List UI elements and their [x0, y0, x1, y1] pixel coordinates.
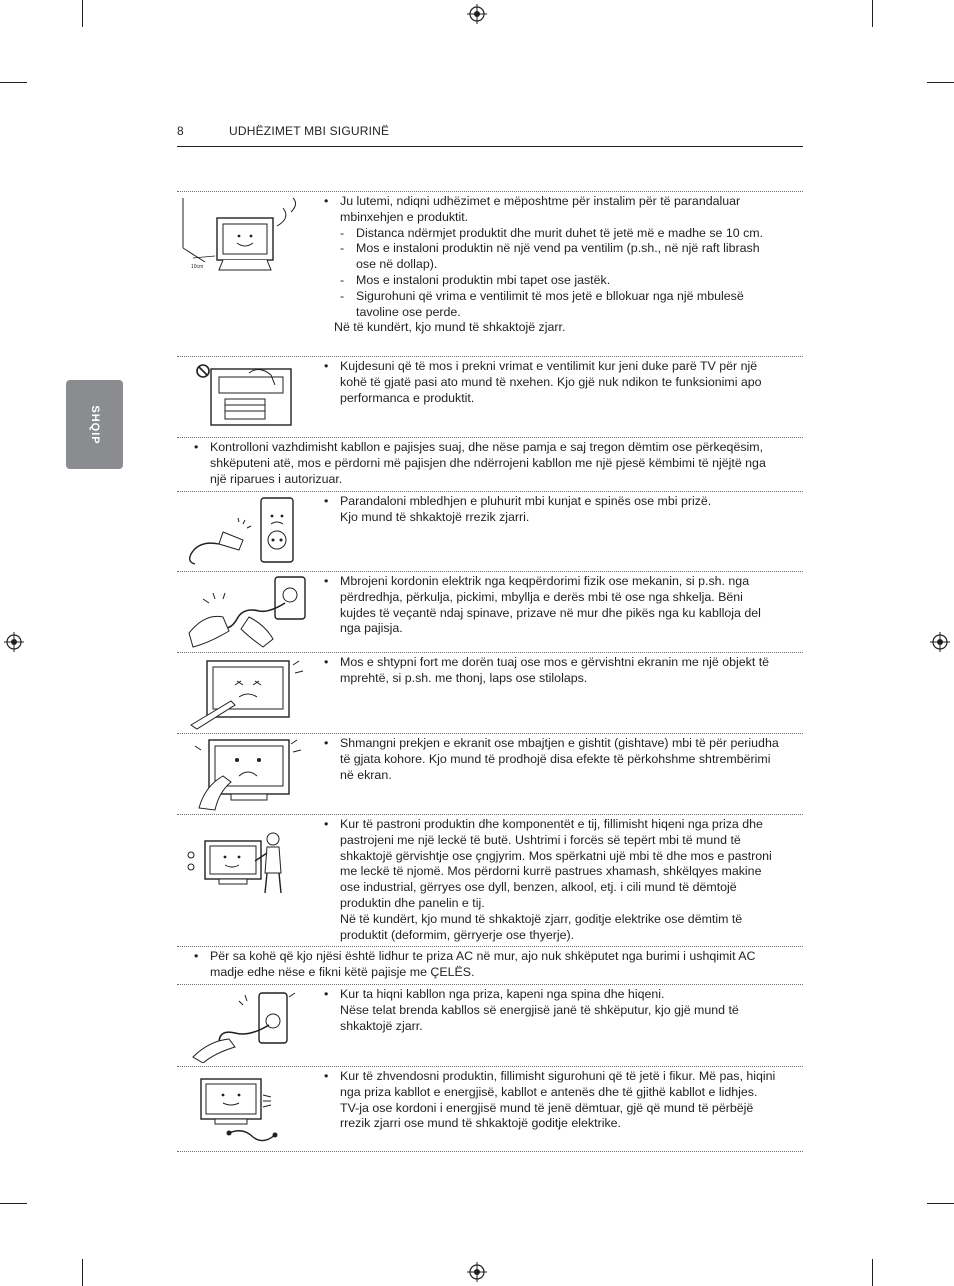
bullet-item: • Ju lutemi, ndiqni udhëzimet e mëposhtme për instalim për të parandaluar mbinxehjen e produktit. — [322, 194, 782, 226]
safety-section — [177, 1066, 803, 1152]
sub-item: - Sigurohuni që vrima e ventilimit të mos jetë e bllokuar nga një mbulesë tavoline ose perde. — [322, 289, 782, 321]
section-text — [322, 194, 782, 336]
unplug-cord-illustration — [179, 987, 317, 1063]
language-tab — [66, 380, 123, 469]
crop-mark — [82, 0, 83, 27]
section-text — [322, 817, 782, 943]
tv-back-vents-illustration — [179, 359, 317, 433]
crop-mark — [872, 0, 873, 27]
registration-mark-icon — [4, 632, 24, 652]
damaged-cord-illustration — [179, 573, 317, 651]
section-text — [322, 987, 782, 1034]
safety-section — [177, 191, 803, 354]
bullet-item: • Parandaloni mbledhjen e pluhurit mbi kunjat e spinës ose mbi prizë. — [322, 494, 782, 510]
bullet-item: • Shmangni prekjen e ekranit ose mbajtjen e gishtit (gishtave) mbi të për periudha të gjata kohore. Kjo mund të prodhojë disa efekte të përkohshme shtrembërimi në ekran. — [322, 736, 782, 783]
registration-mark-icon — [930, 632, 950, 652]
crop-mark — [872, 1259, 873, 1286]
crop-mark — [82, 1259, 83, 1286]
distance-label: 10cm — [191, 264, 204, 270]
safety-section — [177, 733, 803, 813]
bullet-item: • Kur të zhvendosni produktin, fillimisht sigurohuni që të jetë i fikur. Më pas, hiqini nga priza kabllot e energjisë, kabllot e antenës dhe të gjithë kabllot e lidhjes. — [322, 1069, 782, 1101]
page-header — [177, 124, 803, 147]
safety-section — [177, 437, 803, 490]
section-text — [322, 359, 782, 406]
scratch-screen-illustration — [179, 655, 317, 731]
tv-wall-distance-illustration — [179, 196, 317, 280]
page-number: 8 — [177, 124, 184, 138]
sub-item: - Mos e instaloni produktin në një vend pa ventilim (p.sh., në një raft librash ose në dollap). — [322, 241, 782, 273]
warning-note: TV-ja ose kordoni i energjisë mund të jenë dëmtuar, gjë që mund të përbëjë rrezik zjarri ose mund të shkaktojë goditje elektrike. — [340, 1100, 754, 1131]
safety-section — [177, 814, 803, 946]
crop-mark — [927, 1203, 954, 1204]
section-text — [322, 574, 782, 637]
sub-item: - Distanca ndërmjet produktit dhe murit duhet të jetë më e madhe se 10 cm. — [322, 226, 782, 242]
warning-note: Në të kundërt, kjo mund të shkaktojë zjarr, goditje elektrike ose dëmtim të produktit (deformim, gërryerje ose thyerje). — [340, 911, 743, 942]
bullet-item: • Mos e shtypni fort me dorën tuaj ose mos e gërvishtni ekranin me një objekt të mprehtë, si p.sh. me thonj, laps ose stilolaps. — [322, 655, 782, 687]
warning-note: Kjo mund të shkaktojë rrezik zjarri. — [340, 509, 530, 524]
crop-mark — [927, 82, 954, 83]
page-title: UDHËZIMET MBI SIGURINË — [229, 124, 390, 138]
bullet-item: • Mbrojeni kordonin elektrik nga keqpërdorimi fizik ose mekanin, si p.sh. nga përdredhja, përkulja, pickimi, mbyllja e derës mbi të ose nga shkelja. Bëni kujdes të veçantë ndaj spinave, prizave në mur dhe pikës nga ku kablloja del nga pajisja. — [322, 574, 782, 637]
warning-note: Nëse telat brenda kabllos së energjisë janë të shkëputur, kjo gjë mund të shkaktojë zjarr. — [340, 1002, 739, 1033]
touch-screen-illustration — [179, 736, 317, 812]
bullet-item: • Kujdesuni që të mos i prekni vrimat e ventilimit kur jeni duke parë TV për një kohë të gjatë pasi ato mund të nxehen. Kjo gjë nuk ndikon te funksionimi apo performanca e produktit. — [322, 359, 782, 406]
section-text — [192, 440, 782, 487]
language-tab-label: SHQIP — [88, 404, 101, 445]
crop-mark — [0, 1203, 27, 1204]
safety-section — [177, 652, 803, 732]
section-text — [322, 736, 782, 783]
warning-note: Në të kundërt, kjo mund të shkaktojë zjarr. — [334, 320, 566, 335]
section-text — [322, 1069, 782, 1132]
safety-section — [177, 571, 803, 651]
safety-section — [177, 491, 803, 571]
bullet-item: • Kur ta hiqni kabllon nga priza, kapeni nga spina dhe hiqeni. — [322, 987, 782, 1003]
safety-section — [177, 984, 803, 1065]
crop-mark — [0, 82, 27, 83]
section-text — [322, 655, 782, 687]
section-text — [192, 949, 782, 981]
registration-mark-icon — [467, 4, 487, 24]
safety-section — [177, 946, 803, 984]
section-text — [322, 494, 782, 526]
registration-mark-icon — [467, 1262, 487, 1282]
bullet-item: • Kur të pastroni produktin dhe komponentët e tij, fillimisht hiqeni nga priza dhe pastrojeni me një leckë të butë. Ushtrimi i forcës së tepërt mbi të mund të shkaktojë gërvishtje ose çngjyrim. Mos spërkatni ujë mbi të dhe mos e pastroni me leckë të njomë. Mos përdorni kurrë pastrues xhamash, shkëlqyes makine ose industrial, gërryes ose dyll, benzen, alkool, etj. i cili mund të dëmtojë produktin dhe panelin e tij. — [322, 817, 782, 912]
bullet-item: • Për sa kohë që kjo njësi është lidhur te priza AC në mur, ajo nuk shkëputet nga burimi i ushqimit AC madje edhe nëse e fikni këtë pajisje me ÇELËS. — [192, 949, 782, 981]
disconnect-cables-illustration — [179, 1071, 317, 1147]
safety-section — [177, 356, 803, 436]
bullet-item: • Kontrolloni vazhdimisht kabllon e pajisjes suaj, dhe nëse pamja e saj tregon dëmtim ose përkeqësim, shkëputeni atë, mos e përdorni më pajisjen dhe ndërrojeni kabllon me një pjesë këmbimi të njëjtë nga një riparues i autorizuar. — [192, 440, 782, 487]
dusty-plug-illustration — [179, 494, 317, 570]
cleaning-tv-illustration — [179, 821, 317, 901]
sub-item: - Mos e instaloni produktin mbi tapet ose jastëk. — [322, 273, 782, 289]
